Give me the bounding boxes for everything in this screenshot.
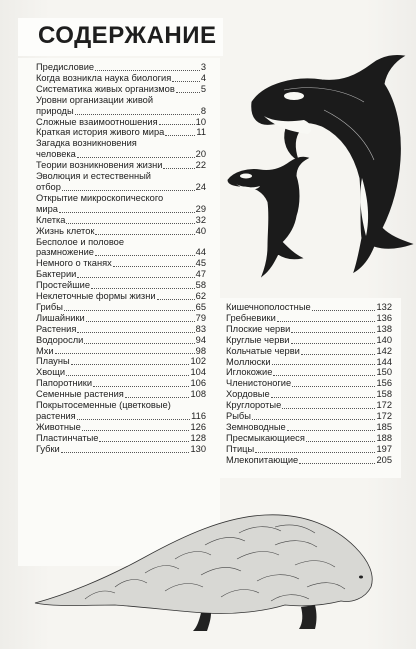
toc-entry-title: Кольчатые черви bbox=[226, 345, 300, 356]
toc-entry[interactable] bbox=[36, 127, 206, 138]
dot-leader bbox=[277, 321, 376, 322]
toc-entry-title: Губки bbox=[36, 443, 60, 454]
toc-entry[interactable] bbox=[36, 160, 206, 171]
dot-leader bbox=[282, 408, 375, 409]
toc-entry-page-number: 4 bbox=[200, 72, 206, 83]
toc-entry-page-number: 62 bbox=[195, 291, 206, 302]
toc-entry[interactable] bbox=[226, 302, 392, 313]
toc-entry-title: Круглоротые bbox=[226, 400, 282, 411]
dot-leader bbox=[125, 397, 190, 398]
toc-entry[interactable] bbox=[36, 138, 206, 160]
toc-entry-page-number: 126 bbox=[190, 421, 206, 432]
toc-entry-title-line: Уровни организации живой bbox=[36, 94, 154, 105]
toc-entry-title: Рыбы bbox=[226, 411, 251, 422]
toc-entry[interactable] bbox=[36, 346, 206, 357]
toc-entry-page-number: 116 bbox=[191, 411, 206, 421]
toc-entry-row bbox=[226, 455, 392, 466]
toc-entry[interactable] bbox=[36, 291, 206, 302]
toc-entry-row bbox=[36, 389, 206, 400]
toc-entry-row bbox=[36, 324, 206, 335]
toc-entry-page-number: 130 bbox=[190, 443, 206, 454]
dot-leader bbox=[165, 135, 195, 136]
dot-leader bbox=[71, 364, 190, 365]
toc-entry[interactable] bbox=[36, 258, 206, 269]
dot-leader bbox=[95, 234, 194, 235]
toc-entry-row bbox=[36, 204, 206, 215]
dot-leader bbox=[77, 332, 194, 333]
toc-entry-row bbox=[226, 422, 392, 433]
toc-entry-page-number: 106 bbox=[190, 378, 206, 389]
toc-entry-row bbox=[36, 356, 206, 367]
toc-entry-page-number: 79 bbox=[195, 312, 206, 323]
dot-leader bbox=[77, 277, 194, 278]
toc-entry-row bbox=[36, 444, 206, 455]
toc-entry-title: Плоские черви bbox=[226, 323, 291, 334]
toc-entry-row bbox=[226, 313, 392, 324]
toc-entry-title: Семенные растения bbox=[36, 389, 124, 400]
toc-entry-row bbox=[36, 269, 206, 280]
toc-entry[interactable] bbox=[226, 400, 392, 411]
toc-entry-title-line: Покрытосеменные (цветковые) bbox=[36, 400, 171, 411]
toc-entry-page-number: 150 bbox=[376, 367, 392, 378]
toc-entry-page-number: 5 bbox=[200, 83, 206, 94]
toc-entry-row bbox=[36, 378, 206, 389]
toc-entry-row bbox=[36, 73, 206, 84]
toc-entry[interactable] bbox=[36, 378, 206, 389]
dot-leader bbox=[64, 310, 195, 311]
dot-leader bbox=[159, 124, 195, 125]
toc-entry-page-number: 32 bbox=[195, 214, 206, 225]
toc-entry-row bbox=[36, 422, 206, 433]
toc-entry-page-number: 132 bbox=[376, 302, 392, 312]
toc-entry-title: Водоросли bbox=[36, 334, 84, 345]
dot-leader bbox=[252, 419, 376, 420]
toc-entry[interactable] bbox=[36, 302, 206, 313]
toc-entry[interactable] bbox=[36, 117, 206, 128]
toc-entry-row bbox=[36, 433, 206, 444]
toc-entry[interactable] bbox=[36, 62, 206, 73]
dot-leader bbox=[273, 375, 375, 376]
toc-entry-title: Немного о тканях bbox=[36, 258, 112, 269]
toc-entry-page-number: 108 bbox=[190, 389, 206, 400]
toc-entry-title: Систематика живых организмов bbox=[36, 83, 175, 94]
pangolin-icon bbox=[25, 495, 395, 635]
toc-entry-row bbox=[36, 127, 206, 138]
toc-entry[interactable] bbox=[226, 324, 392, 335]
dot-leader bbox=[291, 332, 375, 333]
toc-entry-title: Кишечнополостные bbox=[226, 302, 311, 312]
dot-leader bbox=[299, 463, 375, 464]
toc-entry-row bbox=[36, 247, 206, 258]
toc-entry-title: растения bbox=[36, 411, 76, 421]
dot-leader bbox=[61, 452, 190, 453]
toc-entry[interactable] bbox=[226, 367, 392, 378]
toc-entry[interactable] bbox=[226, 335, 392, 346]
toc-entry-page-number: 104 bbox=[190, 367, 206, 378]
toc-entry-title: Пластинчатые bbox=[36, 432, 99, 443]
toc-entry[interactable] bbox=[36, 84, 206, 95]
toc-entry-page-number: 58 bbox=[195, 280, 206, 291]
toc-entry-page-number: 205 bbox=[376, 454, 392, 465]
toc-entry-page-number: 29 bbox=[195, 203, 206, 214]
toc-entry-row bbox=[226, 324, 392, 335]
toc-entry[interactable] bbox=[36, 389, 206, 400]
toc-entry-title: Хордовые bbox=[226, 389, 270, 400]
dot-leader bbox=[272, 364, 376, 365]
toc-entry-row bbox=[36, 302, 206, 313]
toc-entry-row bbox=[226, 357, 392, 368]
toc-entry-title: Когда возникла наука биология bbox=[36, 72, 172, 83]
toc-entry-title: Членистоногие bbox=[226, 378, 292, 389]
toc-entry-row bbox=[36, 346, 206, 357]
toc-entry-page-number: 45 bbox=[195, 258, 206, 269]
toc-entry-row bbox=[36, 411, 206, 422]
toc-entry-title: Растения bbox=[36, 323, 77, 334]
dot-leader bbox=[66, 223, 194, 224]
toc-right-column bbox=[226, 302, 392, 466]
toc-entry-title: мира bbox=[36, 203, 58, 214]
toc-entry-page-number: 185 bbox=[376, 421, 392, 432]
dot-leader bbox=[84, 343, 194, 344]
toc-entry-row bbox=[36, 280, 206, 291]
dot-leader bbox=[172, 81, 200, 82]
toc-entry[interactable] bbox=[226, 389, 392, 400]
dot-leader bbox=[62, 190, 195, 191]
dot-leader bbox=[312, 310, 376, 311]
toc-entry-title-line: Эволюция и естественный bbox=[36, 171, 151, 182]
toc-entry[interactable] bbox=[36, 171, 206, 193]
toc-entry-page-number: 47 bbox=[195, 269, 206, 280]
dot-leader bbox=[301, 354, 376, 355]
toc-entry-title: Мхи bbox=[36, 345, 54, 356]
toc-entry[interactable] bbox=[226, 433, 392, 444]
toc-entry[interactable] bbox=[36, 335, 206, 346]
dot-leader bbox=[292, 386, 375, 387]
toc-entry-row bbox=[36, 226, 206, 237]
dot-leader bbox=[113, 266, 195, 267]
dot-leader bbox=[91, 288, 195, 289]
toc-entry-page-number: 158 bbox=[376, 389, 392, 400]
dot-leader bbox=[95, 70, 200, 71]
toc-entry[interactable] bbox=[226, 411, 392, 422]
toc-entry-page-number: 94 bbox=[195, 334, 206, 345]
toc-entry-title: Простейшие bbox=[36, 280, 91, 291]
toc-entry-row bbox=[226, 346, 392, 357]
toc-entry-title: Предисловие bbox=[36, 62, 95, 72]
toc-entry[interactable] bbox=[226, 378, 392, 389]
toc-entry-title: Грибы bbox=[36, 301, 63, 312]
toc-entry-page-number: 20 bbox=[195, 149, 206, 160]
toc-entry-row bbox=[226, 302, 392, 313]
toc-entry[interactable] bbox=[36, 356, 206, 367]
toc-entry[interactable] bbox=[226, 422, 392, 433]
dot-leader bbox=[306, 441, 376, 442]
toc-entry-page-number: 102 bbox=[190, 356, 206, 367]
toc-entry-page-number: 83 bbox=[195, 323, 206, 334]
toc-entry[interactable] bbox=[36, 280, 206, 291]
toc-entry-row bbox=[226, 378, 392, 389]
toc-entry-row bbox=[36, 215, 206, 226]
toc-entry-row bbox=[226, 444, 392, 455]
toc-entry-row bbox=[226, 335, 392, 346]
toc-entry-row bbox=[36, 313, 206, 324]
toc-entry-page-number: 136 bbox=[376, 312, 392, 323]
toc-entry[interactable] bbox=[36, 400, 206, 422]
toc-entry-row bbox=[226, 411, 392, 422]
toc-entry-title: природы bbox=[36, 105, 74, 116]
toc-entry-title: Неклеточные формы жизни bbox=[36, 291, 156, 302]
dot-leader bbox=[287, 430, 376, 431]
toc-entry-page-number: 172 bbox=[376, 411, 392, 422]
toc-entry-title: Птицы bbox=[226, 443, 255, 454]
toc-entry[interactable] bbox=[36, 215, 206, 226]
dot-leader bbox=[95, 255, 195, 256]
dot-leader bbox=[157, 299, 195, 300]
toc-entry[interactable] bbox=[36, 324, 206, 335]
toc-entry[interactable] bbox=[36, 95, 206, 117]
toc-entry[interactable] bbox=[36, 226, 206, 237]
toc-entry-page-number: 65 bbox=[195, 301, 206, 312]
toc-entry[interactable] bbox=[226, 444, 392, 455]
dot-leader bbox=[86, 321, 195, 322]
toc-entry-row bbox=[36, 117, 206, 128]
toc-entry-page-number: 10 bbox=[195, 116, 206, 127]
toc-entry-page-number: 138 bbox=[376, 323, 392, 334]
toc-entry-row bbox=[36, 84, 206, 95]
toc-entry-title: размножение bbox=[36, 247, 94, 258]
toc-entry[interactable] bbox=[36, 433, 206, 444]
toc-entry-page-number: 22 bbox=[195, 160, 206, 171]
toc-entry-page-number: 98 bbox=[195, 345, 206, 356]
toc-entry[interactable] bbox=[36, 313, 206, 324]
toc-entry-title: Земноводные bbox=[226, 421, 286, 432]
dot-leader bbox=[291, 343, 376, 344]
toc-entry-title: Иглокожие bbox=[226, 367, 273, 378]
toc-entry[interactable] bbox=[36, 193, 206, 215]
toc-entry-row bbox=[226, 389, 392, 400]
dot-leader bbox=[77, 419, 190, 420]
toc-entry-row bbox=[226, 367, 392, 378]
toc-entry[interactable] bbox=[36, 444, 206, 455]
toc-entry-row bbox=[36, 335, 206, 346]
toc-entry-title: Моллюски bbox=[226, 356, 271, 367]
toc-entry-title: Пресмыкающиеся bbox=[226, 432, 305, 443]
toc-entry-title: отбор bbox=[36, 181, 61, 192]
toc-entry[interactable] bbox=[226, 455, 392, 466]
dot-leader bbox=[77, 157, 195, 158]
page-title: СОДЕРЖАНИЕ bbox=[38, 22, 217, 49]
toc-entry-page-number: 40 bbox=[195, 225, 206, 236]
toc-entry-page-number: 156 bbox=[376, 378, 392, 389]
toc-entry-page-number: 24 bbox=[195, 181, 206, 192]
toc-entry-row bbox=[36, 291, 206, 302]
toc-entry-page-number: 140 bbox=[376, 334, 392, 345]
toc-entry-title: Круглые черви bbox=[226, 334, 290, 345]
toc-entry-row bbox=[36, 367, 206, 378]
toc-entry-title: Краткая история живого мира bbox=[36, 127, 165, 138]
toc-entry-title: Папоротники bbox=[36, 378, 93, 389]
toc-entry-title-line: Загадка возникновения bbox=[36, 138, 137, 149]
dot-leader bbox=[59, 212, 195, 213]
toc-entry[interactable] bbox=[36, 237, 206, 259]
dot-leader bbox=[255, 452, 375, 453]
toc-entry-row bbox=[226, 400, 392, 411]
toc-entry-title: Теории возникновения жизни bbox=[36, 160, 163, 171]
toc-entry-row bbox=[36, 160, 206, 171]
toc-entry-row bbox=[226, 433, 392, 444]
toc-entry-page-number: 11 bbox=[196, 127, 206, 138]
toc-entry-page-number: 128 bbox=[190, 432, 206, 443]
toc-entry-page-number: 144 bbox=[376, 356, 392, 367]
toc-entry-title: Лишайники bbox=[36, 312, 85, 323]
toc-entry-title: Бактерии bbox=[36, 269, 77, 280]
toc-left-column bbox=[36, 62, 206, 455]
toc-entry-row bbox=[36, 62, 206, 73]
dot-leader bbox=[82, 430, 190, 431]
toc-entry[interactable] bbox=[36, 73, 206, 84]
toc-entry[interactable] bbox=[36, 367, 206, 378]
dot-leader bbox=[75, 114, 200, 115]
toc-entry-page-number: 3 bbox=[200, 62, 206, 72]
dot-leader bbox=[66, 375, 189, 376]
toc-entry[interactable] bbox=[36, 422, 206, 433]
toc-entry[interactable] bbox=[226, 346, 392, 357]
toc-entry-title: Млекопитающие bbox=[226, 454, 299, 465]
toc-entry-row bbox=[36, 182, 206, 193]
toc-entry-title: Клетка bbox=[36, 214, 66, 225]
dot-leader bbox=[99, 441, 189, 442]
toc-entry-title: Животные bbox=[36, 421, 81, 432]
toc-entry-row bbox=[36, 106, 206, 117]
dot-leader bbox=[55, 353, 195, 354]
toc-entry-title: Жизнь клеток bbox=[36, 225, 95, 236]
toc-entry-title: Гребневики bbox=[226, 312, 276, 323]
toc-entry-page-number: 172 bbox=[376, 400, 392, 411]
orca-whales-icon bbox=[224, 50, 414, 290]
dot-leader bbox=[163, 168, 194, 169]
dot-leader bbox=[93, 386, 189, 387]
toc-entry-title: Хвощи bbox=[36, 367, 66, 378]
toc-entry-page-number: 188 bbox=[376, 432, 392, 443]
toc-entry-title-line: Открытие микроскопического bbox=[36, 192, 164, 203]
toc-entry-page-number: 197 bbox=[376, 443, 392, 454]
toc-entry[interactable] bbox=[226, 357, 392, 368]
toc-entry-title-line: Бесполое и половое bbox=[36, 236, 125, 247]
toc-entry[interactable] bbox=[226, 313, 392, 324]
toc-entry[interactable] bbox=[36, 269, 206, 280]
dot-leader bbox=[271, 397, 376, 398]
toc-entry-page-number: 44 bbox=[195, 247, 206, 258]
toc-entry-row bbox=[36, 149, 206, 160]
toc-entry-row bbox=[36, 258, 206, 269]
toc-entry-page-number: 142 bbox=[376, 345, 392, 356]
toc-entry-title: Сложные взаимоотношения bbox=[36, 116, 158, 127]
toc-entry-title: человека bbox=[36, 149, 76, 160]
dot-leader bbox=[176, 92, 200, 93]
toc-entry-page-number: 8 bbox=[200, 105, 206, 116]
toc-entry-title: Плауны bbox=[36, 356, 70, 367]
